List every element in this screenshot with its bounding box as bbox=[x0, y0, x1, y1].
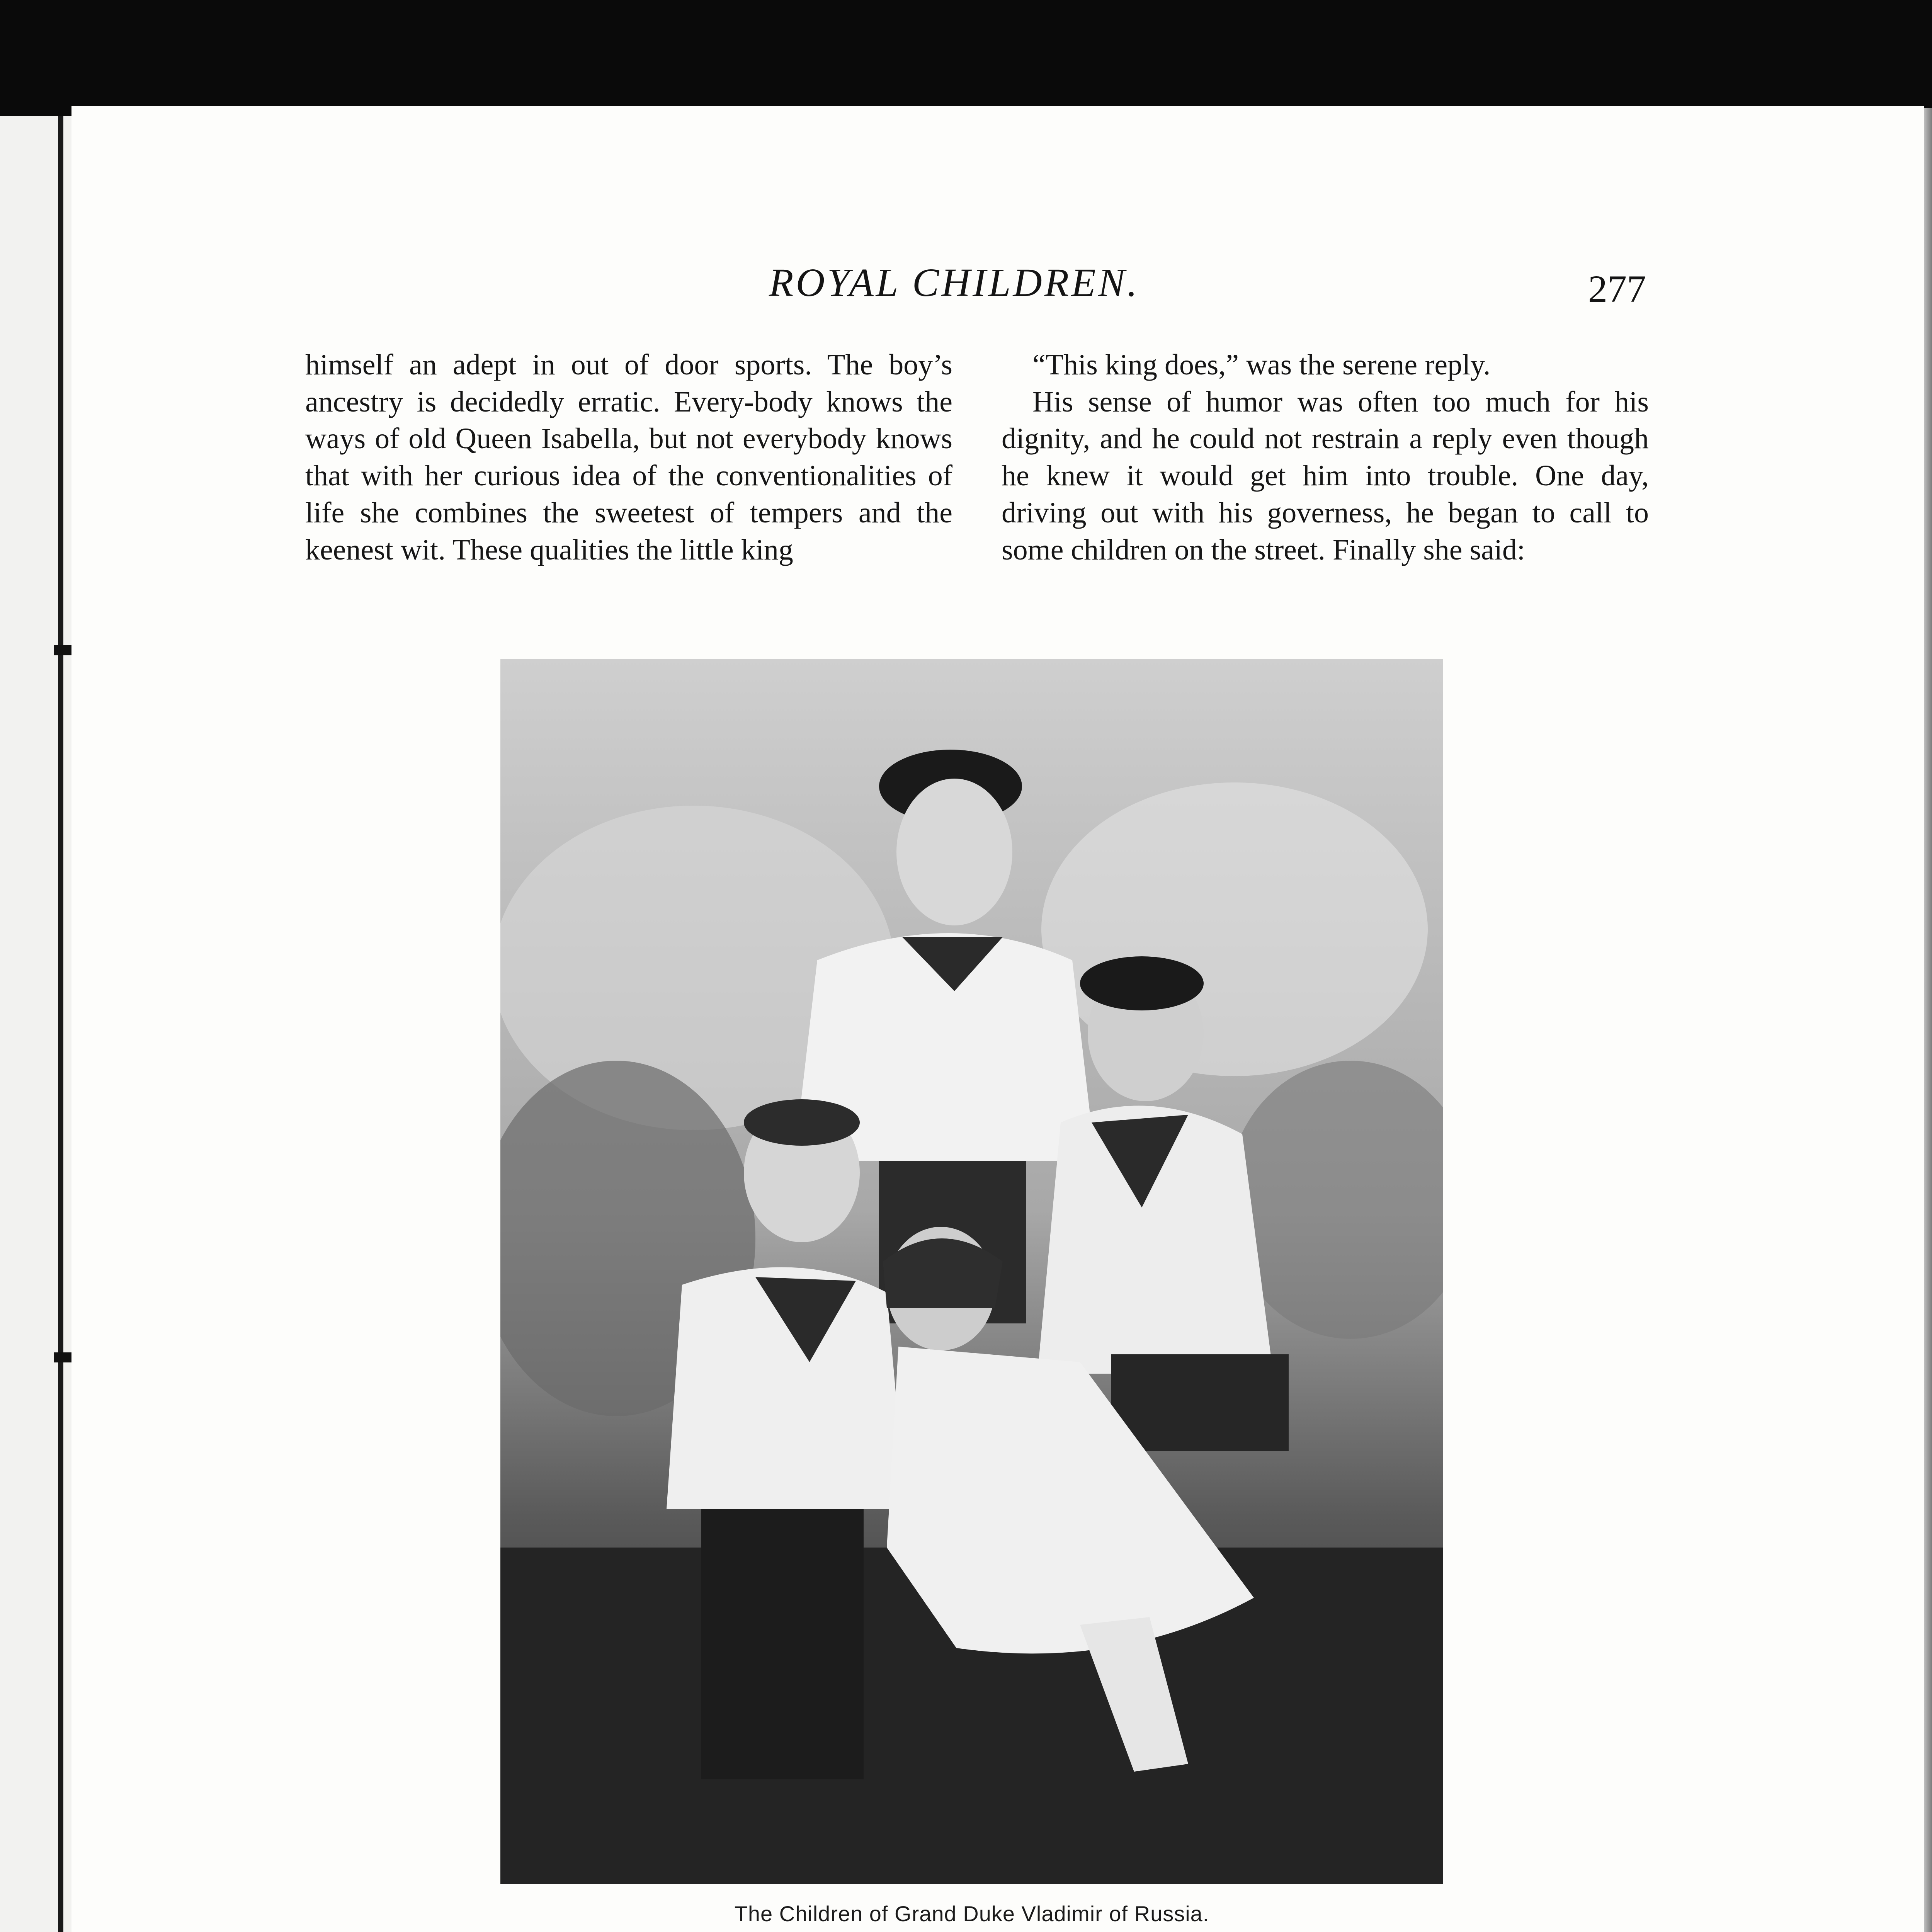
column-top-right bbox=[1002, 347, 1649, 568]
left-page-edge bbox=[0, 116, 80, 1932]
figure-caption: The Children of Grand Duke Vladimir of Russia. bbox=[734, 1901, 1209, 1926]
binding-edge bbox=[58, 116, 63, 1932]
portrait-photograph bbox=[500, 659, 1443, 1884]
paragraph: himself an adept in out of door sports. The boy’s ancestry is decidedly erratic. Every-body knows the ways of old Queen Isabella, but not everybody knows that with her curious idea of the conventionalities of life she combines the sweetest of tempers and the keenest wit. These qualities the little king bbox=[305, 349, 952, 566]
paragraph: “This king does,” was the serene reply. bbox=[1032, 349, 1491, 381]
running-header bbox=[0, 260, 1932, 310]
page-edge-shadow bbox=[1924, 108, 1932, 1932]
paragraph: His sense of humor was often too much for his dignity, and he could not restrain a reply even though he knew it would get him into trouble. One day, driving out with his governess, he began to call to some children on the street. Finally she said: bbox=[1002, 385, 1649, 566]
photo-illustration bbox=[500, 659, 1443, 1884]
column-top-left bbox=[305, 347, 952, 568]
page-number: 277 bbox=[1588, 267, 1646, 310]
running-title: ROYAL CHILDREN. bbox=[769, 260, 1140, 305]
